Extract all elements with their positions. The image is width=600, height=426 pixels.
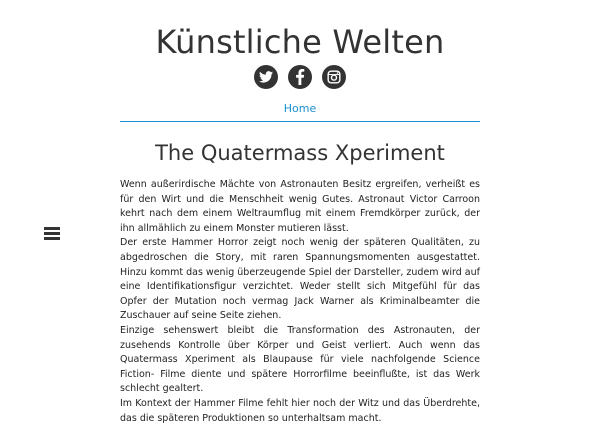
main-navigation <box>120 101 480 117</box>
menu-icon[interactable] <box>44 227 60 241</box>
nav-home-link[interactable]: Home <box>283 102 317 115</box>
menu-bar <box>44 227 60 230</box>
post-paragraph: Wenn außerirdische Mächte von Astronauten Besitz ergreifen, verheißt es für den Wirt und die Menschheit wenig Gutes. Astronaut Victor Carroon kehrt nach dem einem Weltraumflug mit einem Fremdkörper zurück, der ihn allmählich zu einem Monster mutieren lässt. <box>120 179 480 234</box>
site-title[interactable]: Künstliche Welten <box>155 23 445 61</box>
instagram-camera-glyph <box>327 70 341 84</box>
menu-bar <box>44 232 60 235</box>
post-paragraph: Einzige sehenswert bleibt die Transformation des Astronauten, der zusehends Kontrolle über Körper und Geist verliert. Auch wenn das Quatermass Xperiment als Blaupause für viele nachfolgende Science Fiction- Filme diente und spätere Horrorfilme beeinflußte, ist das Werk schlecht gealtert. <box>120 324 480 395</box>
post-title: The Quatermass Xperiment <box>155 141 445 165</box>
social-links <box>0 65 600 89</box>
post-paragraph: Der erste Hammer Horror zeigt noch wenig der späteren Qualitäten, zu abgedroschen die Story, mit raren Spannungsmomenten ausgestattet. Hinzu kommt das wenig überzeugende Spiel der Darsteller, zudem wird auf eine Identifikationsfigur verzichtet. Weder stellt sich Mitgefühl für das Opfer der Mutation noch vermag Jack Warner als Kriminalbeamter die Zuschauer auf seine Seite ziehen. <box>120 237 480 322</box>
post-paragraph: Im Kontext der Hammer Filme fehlt hier noch der Witz und das Überdrehte, das die späteren Produktionen so unterhaltsam macht. <box>120 397 480 424</box>
instagram-icon[interactable] <box>322 65 346 89</box>
facebook-icon[interactable] <box>288 65 312 89</box>
menu-bar <box>44 237 60 240</box>
twitter-icon[interactable] <box>254 65 278 89</box>
twitter-bird-glyph <box>259 71 273 83</box>
nav-divider <box>120 121 480 122</box>
facebook-f-glyph <box>295 69 305 85</box>
post-content <box>120 178 480 426</box>
